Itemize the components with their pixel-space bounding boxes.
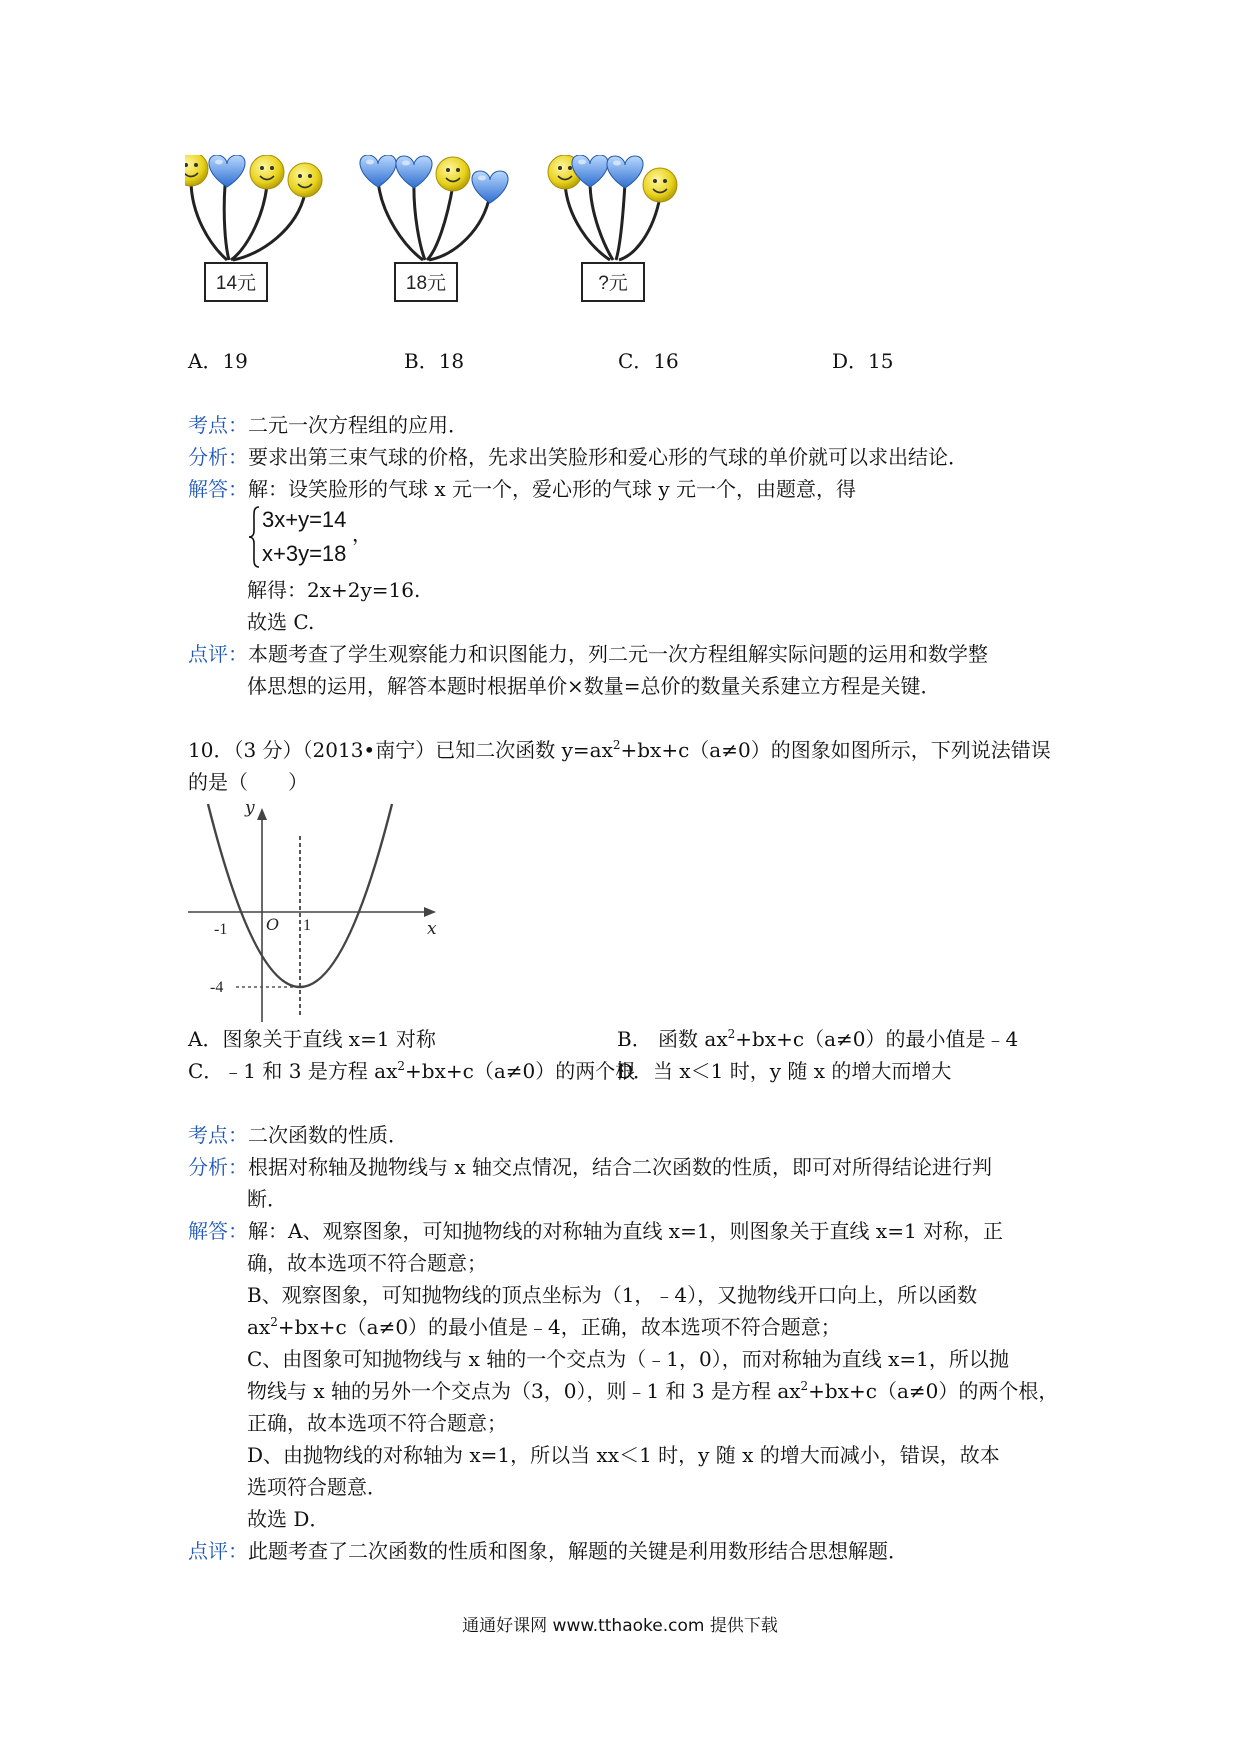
q10-stem-cont: 的是（ ） <box>188 770 308 794</box>
fenxi-text: 要求出第三束气球的价格，先求出笑脸形和爱心形的气球的单价就可以求出结论． <box>248 445 968 469</box>
exponent: 2 <box>612 738 621 752</box>
option-letter: B． <box>404 349 439 373</box>
origin-label: O <box>266 915 280 934</box>
stem-part: 10．（3 分）（2013•南宁）已知二次函数 y=ax <box>188 738 613 762</box>
q10-stem <box>188 734 1051 766</box>
stem-part: +bx+c（a≠0）的图象如图所示，下列说法错误 <box>620 738 1051 762</box>
fenxi-text-1: 根据对称轴及抛物线与 x 轴交点情况，结合二次函数的性质，即可对所得结论进行判 <box>248 1155 992 1179</box>
exponent: 2 <box>270 1315 278 1329</box>
q10-fenxi-cont: 断． <box>247 1187 287 1211</box>
kaodian-text: 二次函数的性质． <box>248 1123 408 1147</box>
q10-fenxi <box>188 1151 992 1183</box>
exponent: 2 <box>727 1027 736 1041</box>
option-part: +bx+c（a≠0）的最小值是﹣4 <box>735 1027 1019 1051</box>
exponent: 2 <box>397 1059 406 1073</box>
q10-option-d: D．当 x＜1 时，y 随 x 的增大而增大 <box>617 1059 952 1083</box>
q9-option-c <box>618 345 679 377</box>
jieda-b-1: B、观察图象，可知抛物线的顶点坐标为（1，﹣4），又抛物线开口向上，所以函数 <box>247 1283 978 1307</box>
x-axis-label: x <box>427 919 437 939</box>
text-part: ax <box>247 1315 271 1339</box>
q9-dianping-cont: 体思想的运用，解答本题时根据单价×数量=总价的数量关系建立方程是关键． <box>247 674 941 698</box>
dianping-text: 此题考查了二次函数的性质和图象，解题的关键是利用数形结合思想解题． <box>248 1539 908 1563</box>
balloon-illustration <box>185 155 765 345</box>
q10-jieda <box>188 1215 1003 1247</box>
bunch-2-price: 18元 <box>405 273 447 294</box>
option-value: 18 <box>438 349 465 373</box>
q9-dianping <box>188 638 988 670</box>
jieda-c-1: C、由图象可知抛物线与 x 轴的一个交点为（﹣1，0），而对称轴为直线 x=1，所以抛 <box>247 1347 1009 1371</box>
fenxi-label: 分析： <box>188 445 248 469</box>
equation-comma: ， <box>352 522 372 546</box>
option-part: B． 函数 ax <box>617 1027 728 1051</box>
q9-option-b <box>404 345 464 377</box>
kaodian-label: 考点： <box>188 1123 248 1147</box>
kaodian-text: 二元一次方程组的应用． <box>248 413 468 437</box>
equation-1: 3x+y=14 <box>262 507 347 532</box>
jieda-c-2 <box>247 1375 1058 1407</box>
jieda-a-1: 解：A、观察图象，可知抛物线的对称轴为直线 x=1，则图象关于直线 x=1 对称，正 <box>248 1219 1004 1243</box>
parabola-graph <box>186 800 446 1025</box>
q10-option-c <box>188 1055 635 1087</box>
exponent: 2 <box>800 1379 809 1393</box>
q10-answer: 故选 D． <box>247 1507 330 1531</box>
jieda-b-2 <box>247 1311 841 1343</box>
q10-option-a: A．图象关于直线 x=1 对称 <box>188 1027 436 1051</box>
jieda-c-3: 正确，故本选项不符合题意； <box>247 1411 507 1435</box>
dianping-label: 点评： <box>188 642 248 666</box>
equation-2: x+3y=18 <box>262 541 347 566</box>
option-part: C．﹣1 和 3 是方程 ax <box>188 1059 398 1083</box>
option-value: 15 <box>868 349 894 373</box>
q9-option-d <box>832 345 894 377</box>
kaodian-label: 考点： <box>188 413 248 437</box>
option-letter: D． <box>832 349 869 373</box>
jieda-d-1: D、由抛物线的对称轴为 x=1，所以当 xx＜1 时，y 随 x 的增大而减小，错误，故本 <box>247 1443 1000 1467</box>
option-part: +bx+c（a≠0）的两个根 <box>405 1059 636 1083</box>
jieda-d-2: 选项符合题意． <box>247 1475 387 1499</box>
left-brace <box>247 505 261 569</box>
q9-option-a <box>188 345 248 377</box>
q9-kaodian <box>188 409 468 441</box>
option-value: 19 <box>222 349 248 373</box>
dianping-text-1: 本题考查了学生观察能力和识图能力，列二元一次方程组解实际问题的运用和数学整 <box>248 642 988 666</box>
balloon-bunch-1 <box>185 155 322 301</box>
y-tick-neg4: -4 <box>210 979 224 996</box>
q9-fenxi <box>188 441 968 473</box>
jieda-a-2: 确，故本选项不符合题意； <box>247 1251 487 1275</box>
dianping-label: 点评： <box>188 1539 248 1563</box>
fenxi-label: 分析： <box>188 1155 248 1179</box>
q9-answer: 故选 C. <box>247 610 315 634</box>
text-part: 物线与 x 轴的另外一个交点为（3，0），则﹣1 和 3 是方程 ax <box>247 1379 801 1403</box>
jieda-label: 解答： <box>188 477 248 501</box>
q10-option-b <box>617 1023 1018 1055</box>
q10-dianping <box>188 1535 908 1567</box>
q10-kaodian <box>188 1119 408 1151</box>
option-letter: C． <box>618 349 654 373</box>
balloon-bunch-2 <box>360 155 508 301</box>
x-tick-1: 1 <box>303 917 311 934</box>
text-part: +bx+c（a≠0）的最小值是﹣4，正确，故本选项不符合题意； <box>277 1315 841 1339</box>
y-axis-label: y <box>245 800 255 818</box>
q9-solution: 解得：2x+2y=16. <box>247 578 421 602</box>
balloon-bunch-3 <box>548 155 677 301</box>
q9-jieda <box>188 473 856 505</box>
jieda-label: 解答： <box>188 1219 248 1243</box>
bunch-3-price: ?元 <box>598 273 628 294</box>
option-value: 16 <box>653 349 679 373</box>
option-letter: A． <box>188 349 223 373</box>
jieda-intro: 解：设笑脸形的气球 x 元一个，爱心形的气球 y 元一个，由题意，得 <box>248 477 857 501</box>
text-part: +bx+c（a≠0）的两个根， <box>808 1379 1059 1403</box>
x-tick-neg1: -1 <box>214 921 228 938</box>
bunch-1-price: 14元 <box>215 273 257 294</box>
page-footer: 通通好课网 www.tthaoke.com 提供下载 <box>462 1616 778 1636</box>
